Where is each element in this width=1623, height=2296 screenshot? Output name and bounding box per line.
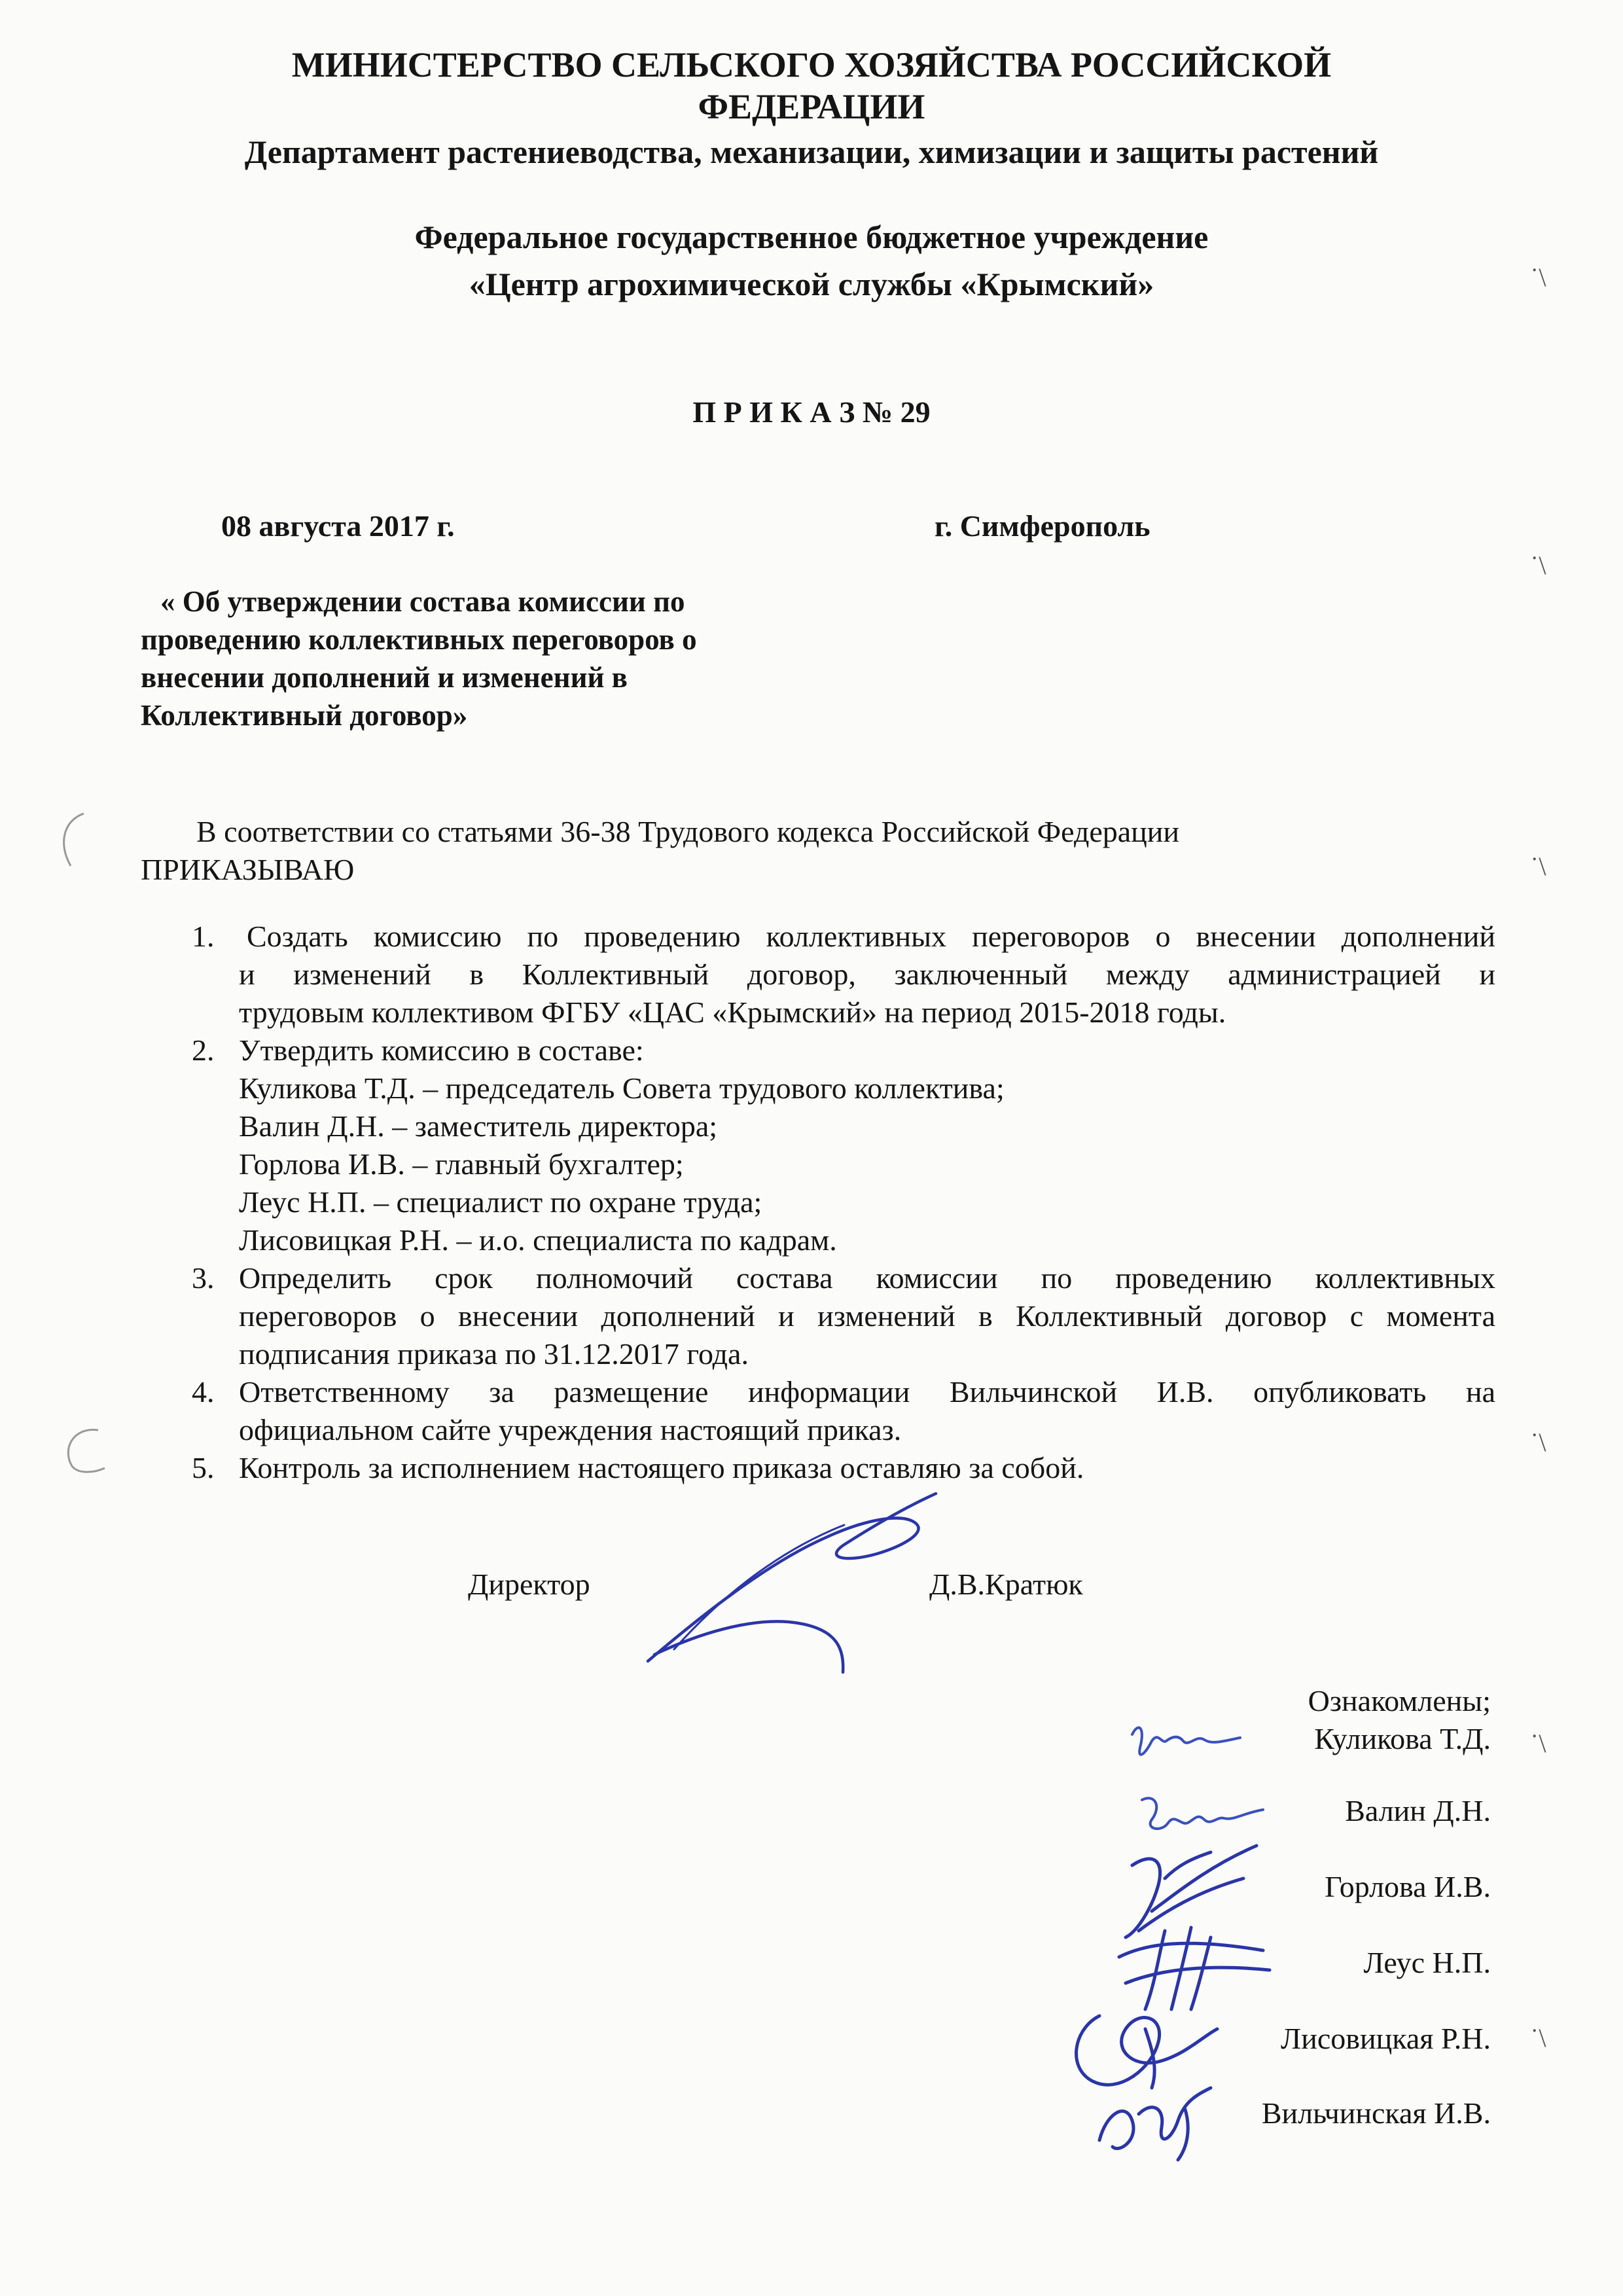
item-line: Контроль за исполнением настоящего приказа оставляю за собой. (239, 1451, 1084, 1484)
punch-hole-mark (59, 1424, 111, 1476)
order-item (141, 918, 1495, 1031)
binder-mark: ˙\ (1530, 550, 1546, 580)
item-line: переговоров о внесении дополнений и изменений в Коллективный договор с момента (239, 1299, 1495, 1333)
acknowledged-name: Горлова И.В. (1325, 1870, 1491, 1903)
subject-line: Коллективный договор» (141, 699, 468, 732)
acknowledged-label: Ознакомлены; (1308, 1684, 1491, 1717)
item-line: подписания приказа по 31.12.2017 года. (239, 1337, 749, 1371)
item-line: Определить срок полномочий состава комиссии по проведению коллективных (239, 1261, 1495, 1295)
subject-line: « Об утверждении состава комиссии по (160, 585, 685, 618)
item-line: трудовым коллективом ФГБУ «ЦАС «Крымский» на период 2015-2018 годы. (239, 996, 1226, 1029)
binder-mark: ˙\ (1530, 2023, 1546, 2053)
order-item (141, 1373, 1495, 1449)
signature-name: Д.В.Кратюк (929, 1568, 1083, 1601)
member-line: Лисовицкая Р.Н. – и.о. специалиста по кадрам. (239, 1223, 837, 1257)
member-line: Леус Н.П. – специалист по охране труда; (239, 1185, 762, 1219)
item-line: официальном сайте учреждения настоящий приказ. (239, 1413, 902, 1446)
acknowledged-name: Лисовицкая Р.Н. (1281, 2022, 1491, 2055)
order-title: П Р И К А З № 29 (692, 395, 931, 429)
preamble-text: В соответствии со статьями 36-38 Трудового кодекса Российской Федерации (196, 815, 1180, 848)
director-signature (628, 1486, 942, 1682)
member-line: Горлова И.В. – главный бухгалтер; (239, 1147, 684, 1181)
signature-position: Директор (468, 1568, 590, 1601)
item-line: Утвердить комиссию в составе: (239, 1033, 644, 1067)
order-date: 08 августа 2017 г. (221, 509, 455, 543)
subject-line: внесении дополнений и изменений в (141, 661, 628, 694)
member-line: Куликова Т.Д. – председатель Совета трудового коллектива; (239, 1071, 1005, 1105)
punch-hole-mark (51, 810, 90, 869)
order-item (141, 1031, 1495, 1259)
institution-line-2: «Центр агрохимической службы «Крымский» (469, 266, 1154, 302)
acknowledged-name: Вильчинская И.В. (1261, 2096, 1491, 2130)
item-number: 3. (192, 1261, 215, 1295)
item-line: Создать комиссию по проведению коллективных переговоров о внесении дополнений (247, 920, 1495, 953)
department-line: Департамент растениеводства, механизации, химизации и защиты растений (244, 134, 1379, 170)
item-number: 1. (192, 920, 215, 953)
acknowledged-name: Леус Н.П. (1363, 1946, 1491, 1979)
item-line: Ответственному за размещение информации Вильчинской И.В. опубликовать на (239, 1375, 1495, 1408)
acknowledged-name: Валин Д.Н. (1345, 1794, 1491, 1827)
item-line: и изменений в Коллективный договор, заключенный между администрацией и (239, 958, 1495, 991)
institution-line-1: Федеральное государственное бюджетное учреждение (414, 219, 1209, 255)
order-item (141, 1449, 1495, 1487)
binder-mark: ˙\ (1530, 1427, 1546, 1457)
item-number: 4. (192, 1375, 215, 1408)
binder-mark: ˙\ (1530, 852, 1546, 881)
order-item (141, 1259, 1495, 1373)
member-line: Валин Д.Н. – заместитель директора; (239, 1109, 718, 1143)
acknowledged-name: Куликова Т.Д. (1314, 1722, 1491, 1755)
binder-mark: ˙\ (1530, 1729, 1546, 1758)
commission-members (239, 1069, 1495, 1259)
item-number: 2. (192, 1033, 215, 1067)
ministry-line-1: МИНИСТЕРСТВО СЕЛЬСКОГО ХОЗЯЙСТВА РОССИЙСКОЙ (291, 45, 1332, 84)
signature-kulikova (1126, 1715, 1257, 1774)
preamble-command: ПРИКАЗЫВАЮ (141, 853, 355, 886)
subject-line: проведению коллективных переговоров о (141, 623, 697, 656)
item-number: 5. (192, 1451, 215, 1484)
order-subject (141, 583, 795, 734)
ministry-line-2: ФЕДЕРАЦИИ (698, 87, 925, 126)
order-items (141, 918, 1495, 1487)
binder-mark: ˙\ (1530, 262, 1546, 292)
order-city: г. Симферополь (935, 509, 1150, 543)
signature-vilchinskaya (1080, 2075, 1230, 2166)
